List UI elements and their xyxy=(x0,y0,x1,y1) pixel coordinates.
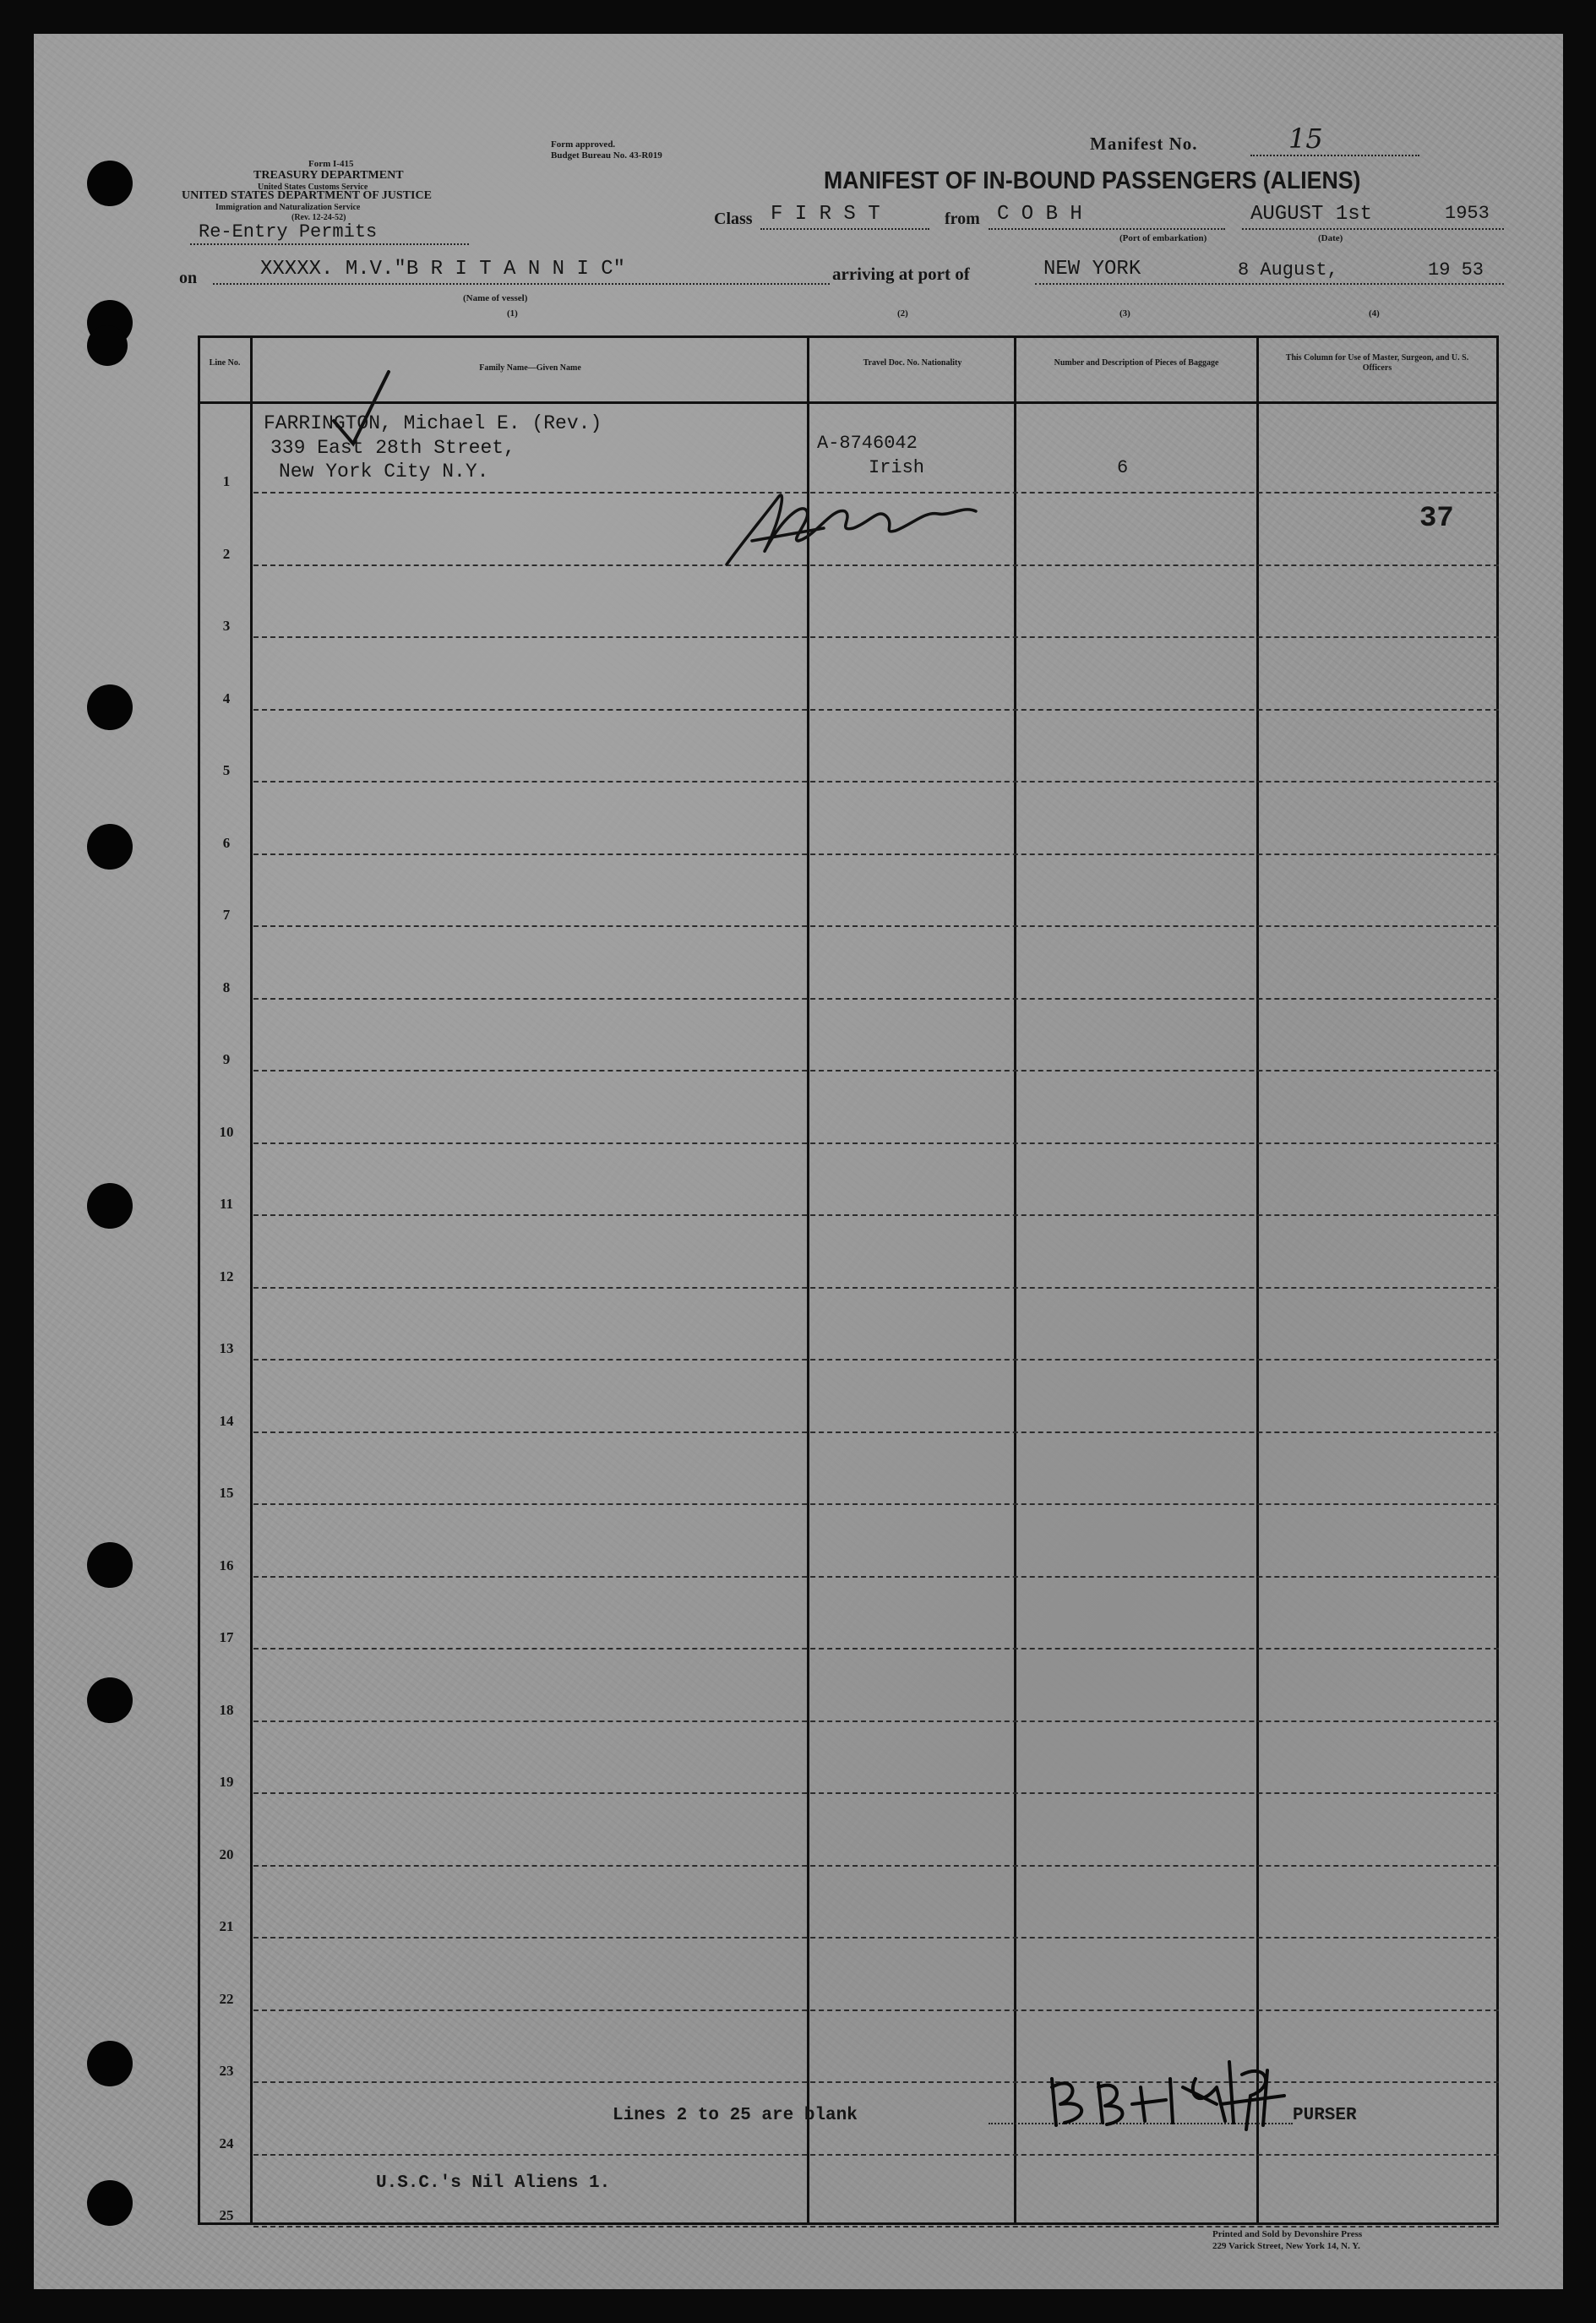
col-header-travel-doc: Travel Doc. No. Nationality xyxy=(863,358,962,368)
column-number-1: (1) xyxy=(507,308,518,319)
vessel-caption: (Name of vessel) xyxy=(463,293,528,303)
class-label: Class xyxy=(714,210,753,228)
column-number-2: (2) xyxy=(897,308,908,319)
page-title: MANIFEST OF IN-BOUND PASSENGERS (ALIENS) xyxy=(824,167,1361,194)
line-number: 18 xyxy=(219,1701,234,1718)
line-number: 19 xyxy=(219,1774,234,1790)
year-value: 1953 xyxy=(1445,203,1490,224)
baggage-count: 6 xyxy=(1117,457,1129,478)
arriving-label: arriving at port of xyxy=(832,264,970,284)
treasury-department: TREASURY DEPARTMENT xyxy=(253,169,404,182)
purser-label: PURSER xyxy=(1293,2106,1357,2125)
arriving-date: 8 August, xyxy=(1238,259,1338,281)
passenger-name: FARRINGTON, Michael E. (Rev.) xyxy=(264,412,602,434)
line-number: 25 xyxy=(219,2207,234,2223)
arriving-port: NEW YORK xyxy=(1043,258,1141,281)
manifest-label: Manifest No. xyxy=(1090,134,1198,154)
travel-doc-number: A-8746042 xyxy=(817,433,918,454)
printer-line-2: 229 Varick Street, New York 14, N. Y. xyxy=(1212,2241,1360,2251)
col-header-name: Family Name—Given Name xyxy=(479,363,581,373)
line-number: 23 xyxy=(219,2063,234,2079)
date-value: AUGUST 1st xyxy=(1250,203,1373,226)
budget-bureau: Budget Bureau No. 43-R019 xyxy=(551,150,662,161)
manifest-number: 15 xyxy=(1288,123,1323,155)
line-number: 1 xyxy=(222,473,231,489)
column-number-4: (4) xyxy=(1369,308,1380,319)
line-number: 13 xyxy=(219,1340,234,1356)
line-number: 11 xyxy=(219,1196,234,1212)
line-number: 6 xyxy=(222,834,231,851)
line-number: 2 xyxy=(222,545,231,562)
customs-service: United States Customs Service xyxy=(258,183,368,192)
passenger-address-line-1: 339 East 28th Street, xyxy=(270,437,515,459)
arriving-year: 19 53 xyxy=(1428,259,1484,281)
line-number: 17 xyxy=(219,1629,234,1645)
class-value: F I R S T xyxy=(771,203,880,226)
date-caption: (Date) xyxy=(1318,233,1343,243)
on-label: on xyxy=(179,269,198,287)
line-number: 4 xyxy=(222,690,231,706)
summary-line: U.S.C.'s Nil Aliens 1. xyxy=(376,2173,611,2193)
line-number: 10 xyxy=(219,1123,234,1140)
col-header-line-no: Line No. xyxy=(209,358,241,368)
checkmark-icon xyxy=(334,372,389,444)
nationality: Irish xyxy=(869,457,925,478)
from-value: C O B H xyxy=(997,203,1082,226)
passenger-address-line-2: New York City N.Y. xyxy=(279,461,489,483)
line-number: 22 xyxy=(219,1990,234,2007)
reentry-permits: Re-Entry Permits xyxy=(199,221,378,243)
line-number: 7 xyxy=(222,907,231,923)
port-embarkation-caption: (Port of embarkation) xyxy=(1119,233,1207,243)
line-number: 24 xyxy=(219,2135,234,2151)
line-number: 8 xyxy=(222,979,231,995)
from-label: from xyxy=(945,210,980,228)
line-number: 20 xyxy=(219,1846,234,1862)
line-number: 21 xyxy=(219,1918,234,1934)
line-number: 9 xyxy=(222,1051,231,1067)
blank-lines-note: Lines 2 to 25 are blank xyxy=(613,2106,858,2125)
line-number: 12 xyxy=(219,1268,234,1284)
form-approved: Form approved. xyxy=(551,139,616,150)
printer-line-1: Printed and Sold by Devonshire Press xyxy=(1212,2229,1363,2239)
rev-label: (Rev. 12-24-52) xyxy=(291,213,346,222)
justice-department: UNITED STATES DEPARTMENT OF JUSTICE xyxy=(182,189,432,202)
line-number: 5 xyxy=(222,762,231,778)
col-header-baggage: Number and Description of Pieces of Baggage xyxy=(1054,358,1219,368)
line-number: 15 xyxy=(219,1485,234,1501)
line-number: 14 xyxy=(219,1412,234,1429)
line-number: 16 xyxy=(219,1557,234,1573)
form-number: Form I-415 xyxy=(308,159,354,169)
vessel-name: XXXXX. M.V."B R I T A N N I C" xyxy=(260,258,626,281)
ins-label: Immigration and Naturalization Service xyxy=(215,203,361,212)
inspector-signature xyxy=(727,495,976,564)
purser-signature xyxy=(1052,2062,1284,2129)
official-mark: 37 xyxy=(1419,503,1454,535)
line-number: 3 xyxy=(222,618,231,634)
column-number-3: (3) xyxy=(1119,308,1130,319)
col-header-official: This Column for Use of Master, Surgeon, and U. S. Officers xyxy=(1285,353,1469,373)
